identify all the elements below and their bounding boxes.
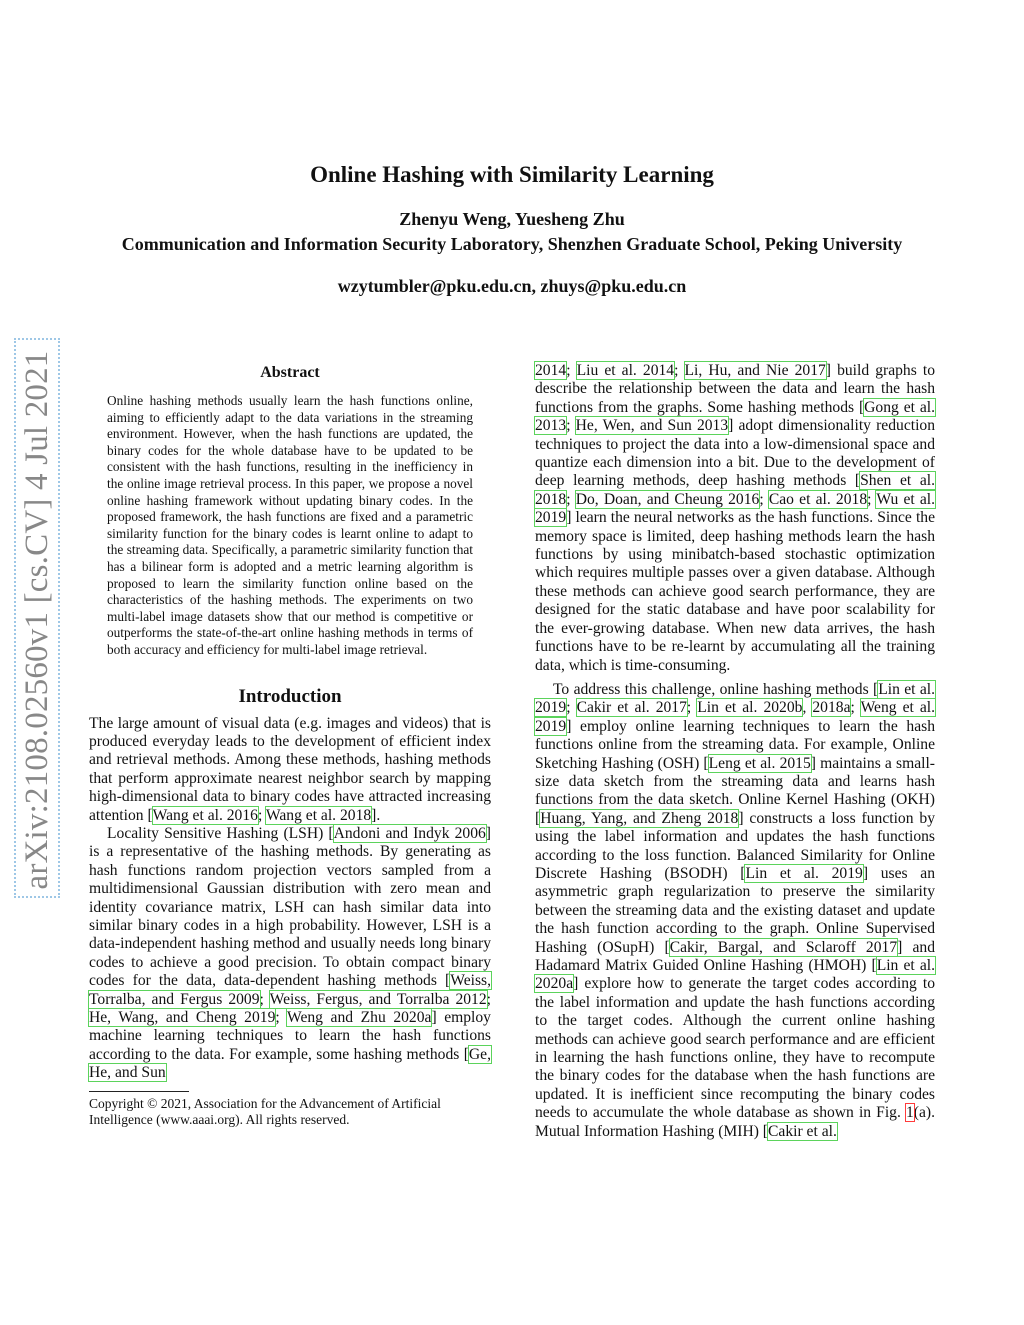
right-p2-text: ] employ online learning techniques to learn the hash functions online from the streaming data. For example, Online Sketching Hashing (OSH) [ — [535, 717, 935, 772]
citation-link[interactable]: Cakir et al. 2017 — [576, 699, 687, 717]
citation-link[interactable]: Li, Hu, and Nie 2017 — [684, 362, 826, 379]
right-column — [535, 362, 935, 1141]
citation-link[interactable]: Wang et al. 2016 — [152, 806, 258, 824]
right-p1-sep: ; — [566, 362, 577, 379]
right-p2-text: ] explore how to generate the target codes according to the label information and update the hash functions according to the target codes. Although the current online hashing methods can achieve good search performance and are efficient in learning the hash functions online, they have to recompute the binary codes for the database when the hash functions are updated. It is inefficient since recomputing the binary codes needs to accumulate the whole database as shown in Fig. — [535, 975, 935, 1122]
citation-link[interactable]: Lin et al. 2019 — [535, 680, 935, 717]
right-p2-text: ] uses an asymmetric graph regularization to preserve the similarity between the streaming data and the existing dataset and update the hash function according to the graph. Online Supervised Hashing (OSupH) [ — [535, 864, 935, 956]
right-p1-text: ] adopt dimensionality reduction techniques to project the data into a low-dimensional space and quantize each dimension into a bit. Due to the development of deep learning methods, deep hashing methods [ — [535, 417, 936, 490]
abstract-heading: Abstract — [260, 364, 320, 381]
right-p1-text: ] build graphs to describe the relationship between the data and learn the hash functions from the graphs. Some hashing methods [ — [535, 362, 935, 416]
intro-p2-text: Locality Sensitive Hashing (LSH) [ — [107, 824, 334, 842]
right-p2-sep: ; — [850, 699, 861, 717]
right-p1-text: ] learn the neural networks as the hash functions. Since the memory space is limited, deep hashing methods learn the hash functions by using minibatch-based stochastic optimization which requires multiple passes over a given database. Although these methods can achieve good search performance, they are designed for the static database and have poor scalability for the ever-growing database. When new data arrives, the hash functions have to be re-learnt by accumulating all the training data, which is time-consuming. — [535, 509, 935, 674]
citation-link[interactable]: 2014 — [535, 362, 567, 379]
paper-affiliation: Communication and Information Security Laboratory, Shenzhen Graduate School, Peking University — [121, 234, 903, 254]
citation-link[interactable]: Shen et al. 2018 — [535, 472, 936, 508]
citation-link[interactable]: Leng et al. 2015 — [708, 754, 811, 772]
citation-link[interactable]: Wang et al. 2018 — [265, 806, 372, 824]
citation-link[interactable]: 2018a — [812, 699, 851, 717]
right-p1-sep: ; — [867, 490, 877, 508]
right-paragraph-2 — [535, 681, 935, 1141]
intro-p2-text: ] is a representative of the hashing methods. By generating as hash functions random projection vectors sampled from a multidimensional Gaussian distribution with zero mean and identity covariance matrix, LSH can hash similar data into similar binary codes in a high probability. However, LSH is a data-independent hashing method and usually needs long binary codes to achieve a good precision. To obtain compact binary codes for the data, data-dependent hashing methods [ — [89, 824, 491, 990]
right-p2-text: ] constructs a loss function by using the label information and updates the hash functions according to the loss function. Balanced Similarity for Online Discrete Hashing (BSODH) [ — [535, 809, 935, 882]
abstract-text: Online hashing methods usually learn the hash functions online, aiming to efficiently adapt to the data variations in the streaming environment. However, when the hash functions are updated, the binary codes for the whole database have to be updated to be consistent with the hash functions, resulting in the inefficiency in the online image retrieval process. In this paper, we propose a novel online hashing framework without updating binary codes. In the proposed framework, the hash functions are fixed and a parametric similarity function for the binary codes is learnt online to adapt to the streaming data. Specifically, a parametric similarity function that has a bilinear form is adopted and a metric learning algorithm is proposed to learn the similarity function online based on the characteristics of the hashing methods. The experiments on two multi-label image datasets show that our method is competitive or outperforms the state-of-the-art online hashing methods in terms of both accuracy and efficiency for multi-label image retrieval. — [107, 393, 473, 657]
right-p2-sep: ; — [686, 699, 698, 717]
intro-p1-sep: ; — [257, 806, 266, 824]
arxiv-stamp[interactable]: arXiv:2108.02560v1 [cs.CV] 4 Jul 2021 — [19, 350, 55, 890]
right-p2-sep: , — [802, 699, 813, 717]
paper-emails: wzytumbler@pku.edu.cn, zhuys@pku.edu.cn — [337, 276, 687, 296]
citation-link[interactable]: Wu et al. 2019 — [535, 490, 936, 527]
citation-link[interactable]: He, Wen, and Sun 2013 — [575, 417, 729, 435]
citation-link[interactable]: Weng et al. 2019 — [535, 699, 936, 735]
footnote-rule — [89, 1091, 189, 1092]
right-p1-sep: ; — [566, 417, 576, 435]
citation-link[interactable]: Gong et al. 2013 — [535, 398, 935, 435]
citation-link[interactable]: He, Wang, and Cheng 2019 — [89, 1009, 276, 1026]
right-p2-text: ] maintains a small-size data sketch from the streaming data and learns hash functions from the data sketch. Online Kernel Hashing (OKH) [ — [535, 754, 935, 827]
right-p2-text: ] and Hadamard Matrix Guided Online Hashing (HMOH) [ — [535, 938, 936, 974]
citation-link[interactable]: Weiss, Torralba, and Fergus 2009 — [89, 972, 491, 1008]
intro-p2-sep: ; — [486, 990, 491, 1008]
left-column — [89, 360, 491, 1129]
citation-link[interactable]: Cakir et al. — [768, 1122, 837, 1140]
citation-link[interactable]: Weiss, Fergus, and Torralba 2012 — [269, 990, 487, 1008]
citation-link[interactable]: Liu et al. 2014 — [576, 362, 675, 379]
citation-link[interactable]: Lin et al. 2020b — [697, 699, 803, 717]
paper-title: Online Hashing with Similarity Learning — [310, 162, 714, 187]
figure-reference-link[interactable]: 1 — [905, 1104, 914, 1122]
intro-paragraph-1 — [89, 715, 491, 825]
right-p2-text: To address this challenge, online hashing methods [ — [553, 680, 879, 698]
intro-p2-sep: ; — [259, 990, 270, 1008]
citation-link[interactable]: Lin et al. 2020a — [535, 957, 935, 993]
intro-paragraph-2 — [89, 825, 491, 1083]
citation-link[interactable]: Huang, Yang, and Zheng 2018 — [540, 809, 739, 827]
citation-link[interactable]: Cao et al. 2018 — [768, 490, 868, 508]
right-paragraph-1 — [535, 362, 935, 675]
citation-link[interactable]: Cakir, Bargal, and Sclaroff 2017 — [669, 938, 898, 956]
intro-p2-text: ] employ machine learning techniques to learn the hash functions according to the data. For example, some hashing methods [ — [89, 1009, 491, 1063]
citation-link[interactable]: Andoni and Indyk 2006 — [333, 824, 486, 842]
citation-link[interactable]: Lin et al. 2019 — [745, 864, 863, 882]
intro-p1-text: The large amount of visual data (e.g. images and videos) that is produced everyday leads to the development of efficient index and retrieval methods. Among these methods, hashing methods that perform approximate nearest neighbor search by mapping high-dimensional data to binary codes have attracted increasing attention [ — [89, 714, 491, 824]
right-p1-sep: ; — [674, 362, 685, 379]
right-p1-sep: ; — [566, 490, 576, 508]
intro-p2-sep: ; — [275, 1009, 287, 1026]
introduction-heading: Introduction — [238, 685, 342, 707]
citation-link[interactable]: Do, Doan, and Cheung 2016 — [575, 490, 760, 508]
right-p2-text: (a). Mutual Information Hashing (MIH) [ — [535, 1104, 935, 1140]
citation-link[interactable]: Weng and Zhu 2020a — [287, 1009, 432, 1026]
intro-p1-end: ]. — [371, 806, 381, 824]
citation-link[interactable]: Ge, He, and Sun — [89, 1045, 491, 1082]
paper-authors: Zhenyu Weng, Yuesheng Zhu — [399, 209, 625, 229]
right-p2-sep: ; — [566, 699, 577, 717]
copyright-footnote: Copyright © 2021, Association for the Advancement of Artificial Intelligence (www.aaai.org). All rights reserved. — [89, 1095, 441, 1128]
right-p1-sep: ; — [759, 490, 769, 508]
